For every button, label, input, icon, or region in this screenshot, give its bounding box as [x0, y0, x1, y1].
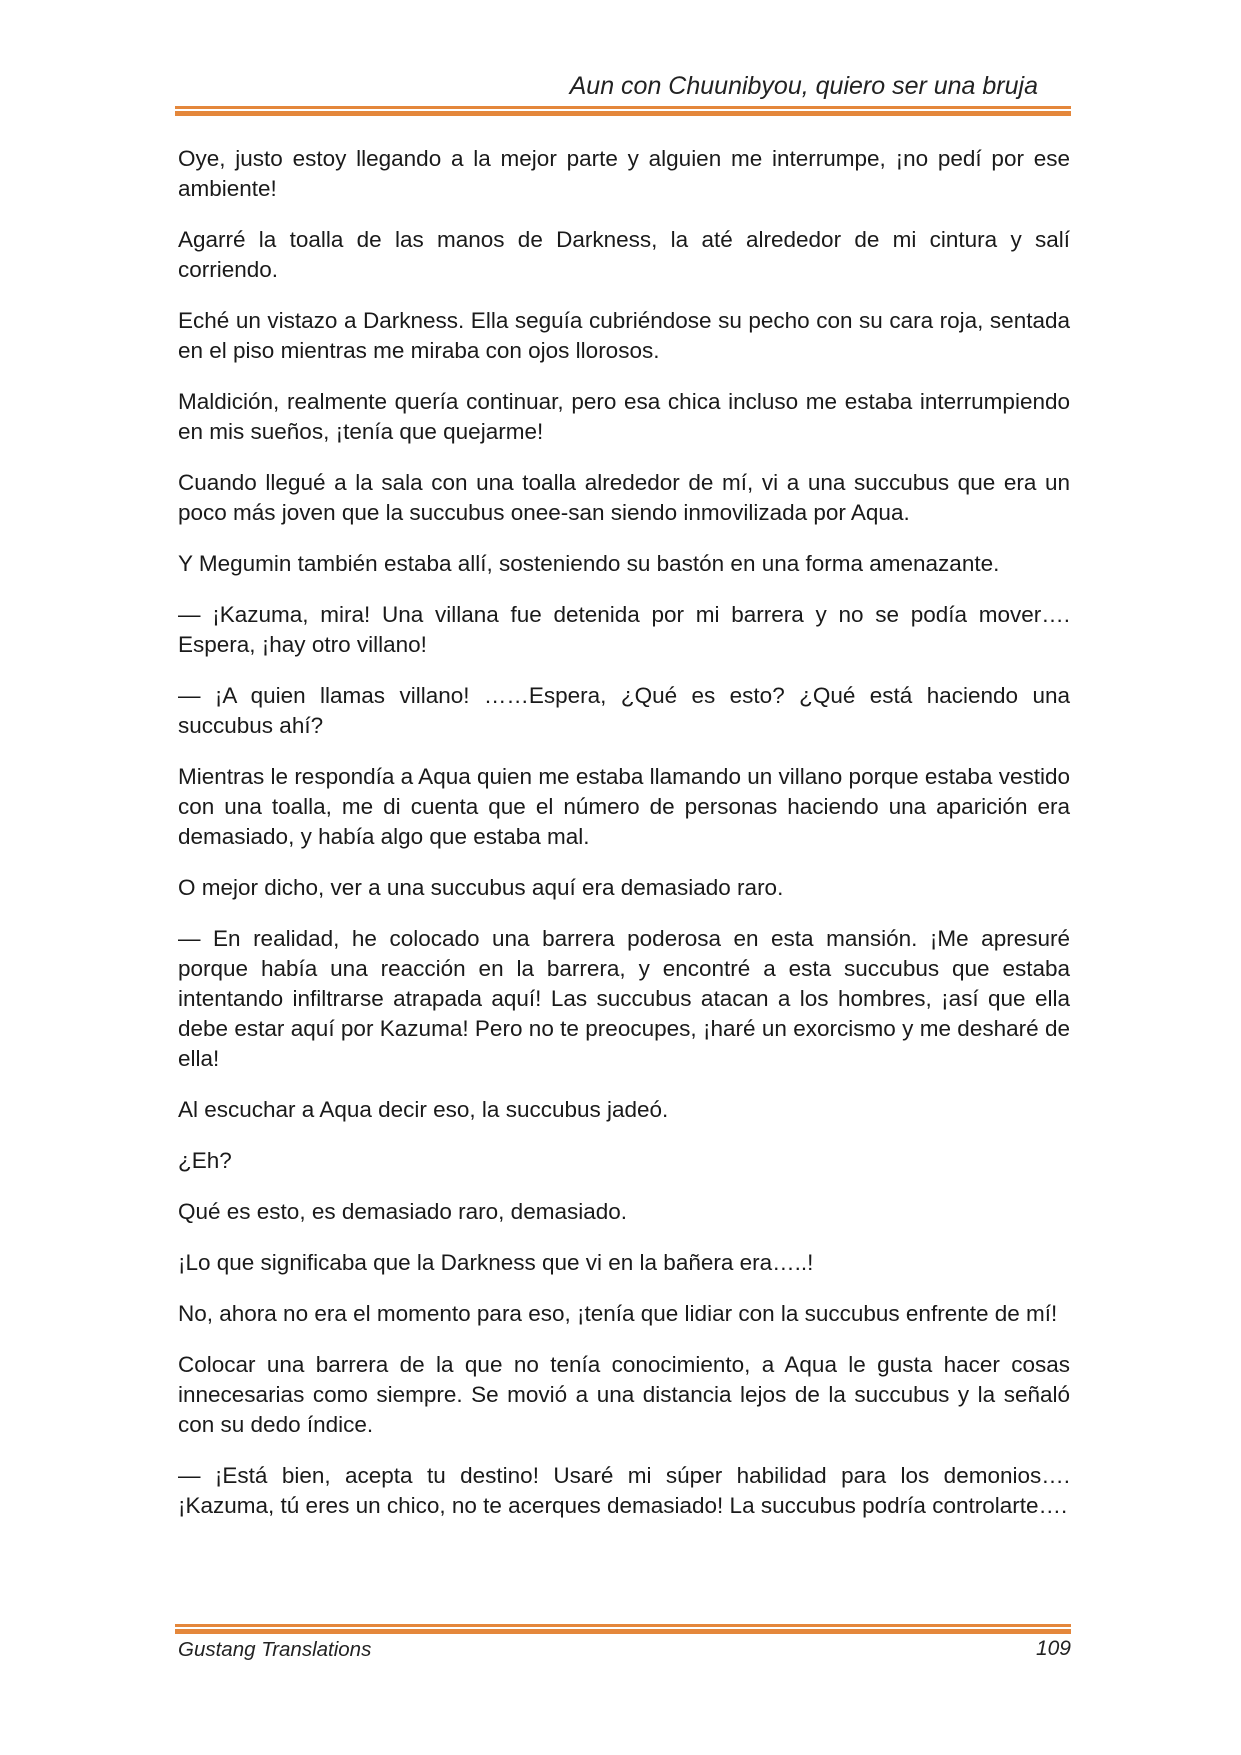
running-header-title: Aun con Chuunibyou, quiero ser una bruja	[569, 72, 1038, 100]
paragraph: — En realidad, he colocado una barrera poderosa en esta mansión. ¡Me apresuré porque había una reacción en la barrera, y encontré a esta succubus que estaba intentando infiltrarse atrapada aquí! Las succubus atacan a los hombres, ¡así que ella debe estar aquí por Kazuma! Pero no te preocupes, ¡haré un exorcismo y me desharé de ella!	[178, 926, 1070, 1071]
paragraph: Agarré la toalla de las manos de Darkness, la até alrededor de mi cintura y salí corriendo.	[178, 227, 1070, 282]
body-text	[178, 144, 1070, 1542]
paragraph: Colocar una barrera de la que no tenía conocimiento, a Aqua le gusta hacer cosas innecesarias como siempre. Se movió a una distancia lejos de la succubus y la señaló con su dedo índice.	[178, 1352, 1070, 1437]
paragraph: Cuando llegué a la sala con una toalla alrededor de mí, vi a una succubus que era un poco más joven que la succubus onee-san siendo inmovilizada por Aqua.	[178, 470, 1070, 525]
paragraph: — ¡A quien llamas villano! ……Espera, ¿Qué es esto? ¿Qué está haciendo una succubus ahí?	[178, 683, 1070, 738]
paragraph: Maldición, realmente quería continuar, pero esa chica incluso me estaba interrumpiendo en mis sueños, ¡tenía que quejarme!	[178, 389, 1070, 444]
paragraph: Mientras le respondía a Aqua quien me estaba llamando un villano porque estaba vestido con una toalla, me di cuenta que el número de personas haciendo una aparición era demasiado, y había algo que estaba mal.	[178, 764, 1070, 849]
footer-credit: Gustang Translations	[178, 1638, 372, 1661]
paragraph: Y Megumin también estaba allí, sosteniendo su bastón en una forma amenazante.	[178, 551, 1000, 576]
header-rule	[175, 106, 1071, 116]
page-number: 109	[1035, 1637, 1071, 1660]
footer-rule	[175, 1624, 1071, 1634]
paragraph: Al escuchar a Aqua decir eso, la succubus jadeó.	[178, 1097, 669, 1122]
paragraph: Eché un vistazo a Darkness. Ella seguía cubriéndose su pecho con su cara roja, sentada en el piso mientras me miraba con ojos llorosos.	[178, 308, 1070, 363]
paragraph: ¿Eh?	[178, 1148, 232, 1173]
paragraph: Qué es esto, es demasiado raro, demasiado.	[178, 1199, 628, 1224]
paragraph: — ¡Kazuma, mira! Una villana fue detenida por mi barrera y no se podía mover…. Espera, ¡hay otro villano!	[178, 602, 1070, 657]
paragraph: No, ahora no era el momento para eso, ¡tenía que lidiar con la succubus enfrente de mí!	[178, 1301, 1058, 1326]
paragraph: — ¡Está bien, acepta tu destino! Usaré mi súper habilidad para los demonios…. ¡Kazuma, tú eres un chico, no te acerques demasiado! La succubus podría controlarte….	[178, 1463, 1070, 1518]
paragraph: Oye, justo estoy llegando a la mejor parte y alguien me interrumpe, ¡no pedí por ese ambiente!	[178, 146, 1070, 201]
paragraph: ¡Lo que significaba que la Darkness que vi en la bañera era…..!	[178, 1250, 814, 1275]
paragraph: O mejor dicho, ver a una succubus aquí era demasiado raro.	[178, 875, 784, 900]
